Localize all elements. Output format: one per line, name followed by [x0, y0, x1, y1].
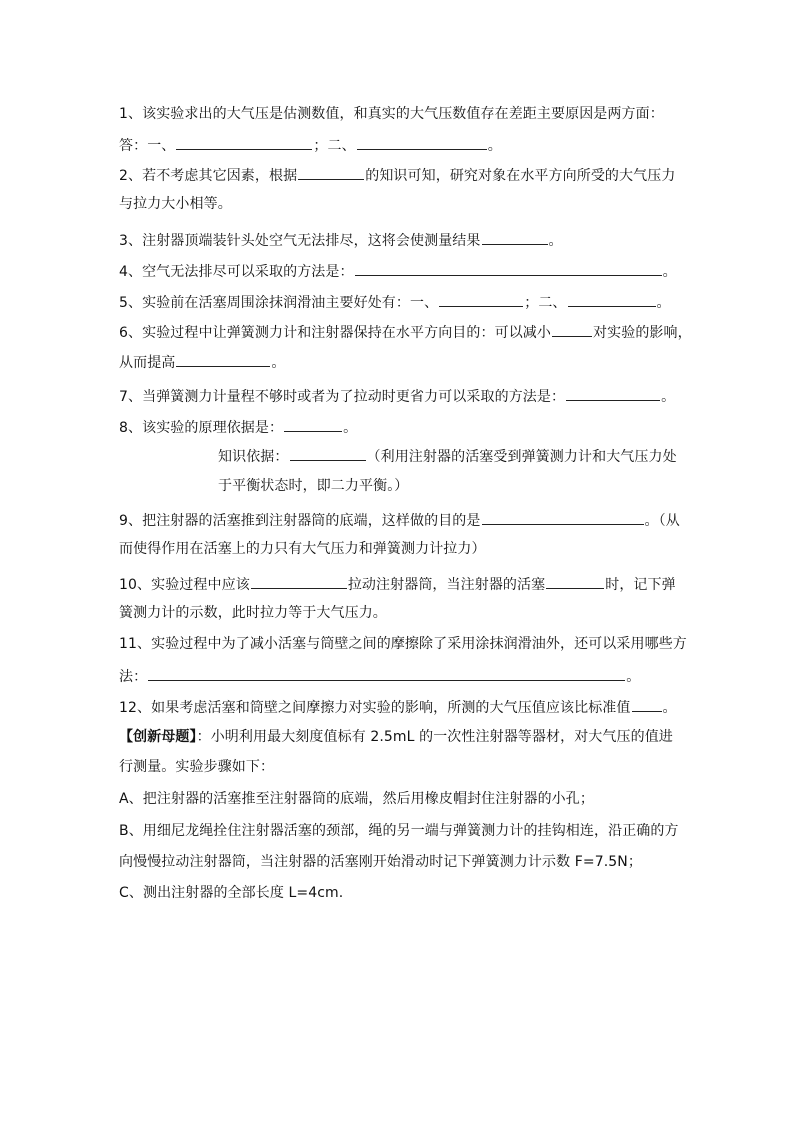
answer-blank[interactable] [148, 666, 625, 681]
answer-blank[interactable] [439, 292, 523, 307]
question-10-line-1: 10、实验过程中应该 拉动注射器筒，当注射器的活塞 时，记下弹 [119, 574, 679, 594]
question-5: 5、实验前在活塞周围涂抹润滑油主要好处有：一、 ；二、 。 [119, 292, 679, 312]
innovation-question-line-1: 【创新母题】：小明利用最大刻度值标有 2.5mL 的一次性注射器等器材，对大气压的值进 [119, 729, 673, 745]
question-2-line-1: 2、若不考虑其它因素，根据 的知识可知，研究对象在水平方向所受的大气压力 [119, 165, 679, 185]
question-1-answer: 答：一、 ；二、 。 [119, 135, 679, 155]
question-9-line-2: 而使得作用在活塞上的力只有大气压力和弹簧测力计拉力） [119, 541, 486, 557]
question-4: 4、空气无法排尽可以采取的方法是： 。 [119, 261, 679, 281]
question-10-line-2: 簧测力计的示数，此时拉力等于大气压力。 [119, 605, 387, 621]
answer-blank[interactable] [357, 135, 487, 150]
answer-blank[interactable] [176, 352, 270, 367]
step-b-line-1: B、用细尼龙绳拴住注射器活塞的颈部，绳的另一端与弹簧测力计的挂钩相连，沿正确的方 [119, 823, 679, 839]
question-8-knowledge: 知识依据： （利用注射器的活塞受到弹簧测力计和大气压力处 [218, 446, 678, 466]
answer-blank[interactable] [290, 446, 366, 461]
question-3: 3、注射器顶端装针头处空气无法排尽，这将会使测量结果 。 [119, 230, 679, 250]
question-9-line-1: 9、把注射器的活塞推到注射器筒的底端，这样做的目的是 。（从 [119, 510, 679, 530]
answer-blank[interactable] [552, 322, 592, 337]
question-8: 8、该实验的原理依据是： 。 [119, 417, 679, 437]
answer-blank[interactable] [482, 230, 548, 245]
step-c: C、测出注射器的全部长度 L=4cm. [119, 885, 344, 901]
question-6-line-2: 从而提高 。 [119, 352, 679, 372]
answer-blank[interactable] [546, 574, 604, 589]
innovation-question-line-2: 行测量。实验步骤如下： [119, 759, 275, 775]
question-1-stem: 1、该实验求出的大气压是估测数值，和真实的大气压数值存在差距主要原因是两方面： [119, 106, 664, 122]
answer-blank[interactable] [284, 417, 342, 432]
question-12: 12、如果考虑活塞和筒壁之间摩擦力对实验的影响，所测的大气压值应该比标准值 。 [119, 697, 679, 717]
answer-blank[interactable] [355, 261, 662, 276]
question-11-line-1: 11、实验过程中为了减小活塞与筒壁之间的摩擦除了采用涂抹润滑油外，还可以采用哪些方 [119, 636, 687, 652]
question-6-line-1: 6、实验过程中让弹簧测力计和注射器保持在水平方向目的：可以减小 对实验的影响， [119, 322, 679, 342]
question-8-knowledge-cont: 于平衡状态时，即二力平衡。） [218, 478, 409, 494]
question-7: 7、当弹簧测力计量程不够时或者为了拉动时更省力可以采取的方法是： 。 [119, 386, 679, 406]
step-a: A、把注射器的活塞推至注射器筒的底端，然后用橡皮帽封住注射器的小孔； [119, 791, 594, 807]
answer-blank[interactable] [632, 697, 662, 712]
answer-blank[interactable] [566, 386, 660, 401]
answer-blank[interactable] [298, 165, 364, 180]
answer-blank[interactable] [176, 135, 312, 150]
question-11-line-2: 法： 。 [119, 666, 679, 686]
question-2-line-2: 与拉力大小相等。 [119, 196, 232, 212]
step-b-line-2: 向慢慢拉动注射器筒，当注射器的活塞刚开始滑动时记下弹簧测力计示数 F=7.5N； [119, 854, 642, 870]
answer-blank[interactable] [482, 510, 644, 525]
answer-blank[interactable] [568, 292, 656, 307]
answer-blank[interactable] [251, 574, 347, 589]
innovation-heading: 【创新母题】 [119, 729, 197, 745]
